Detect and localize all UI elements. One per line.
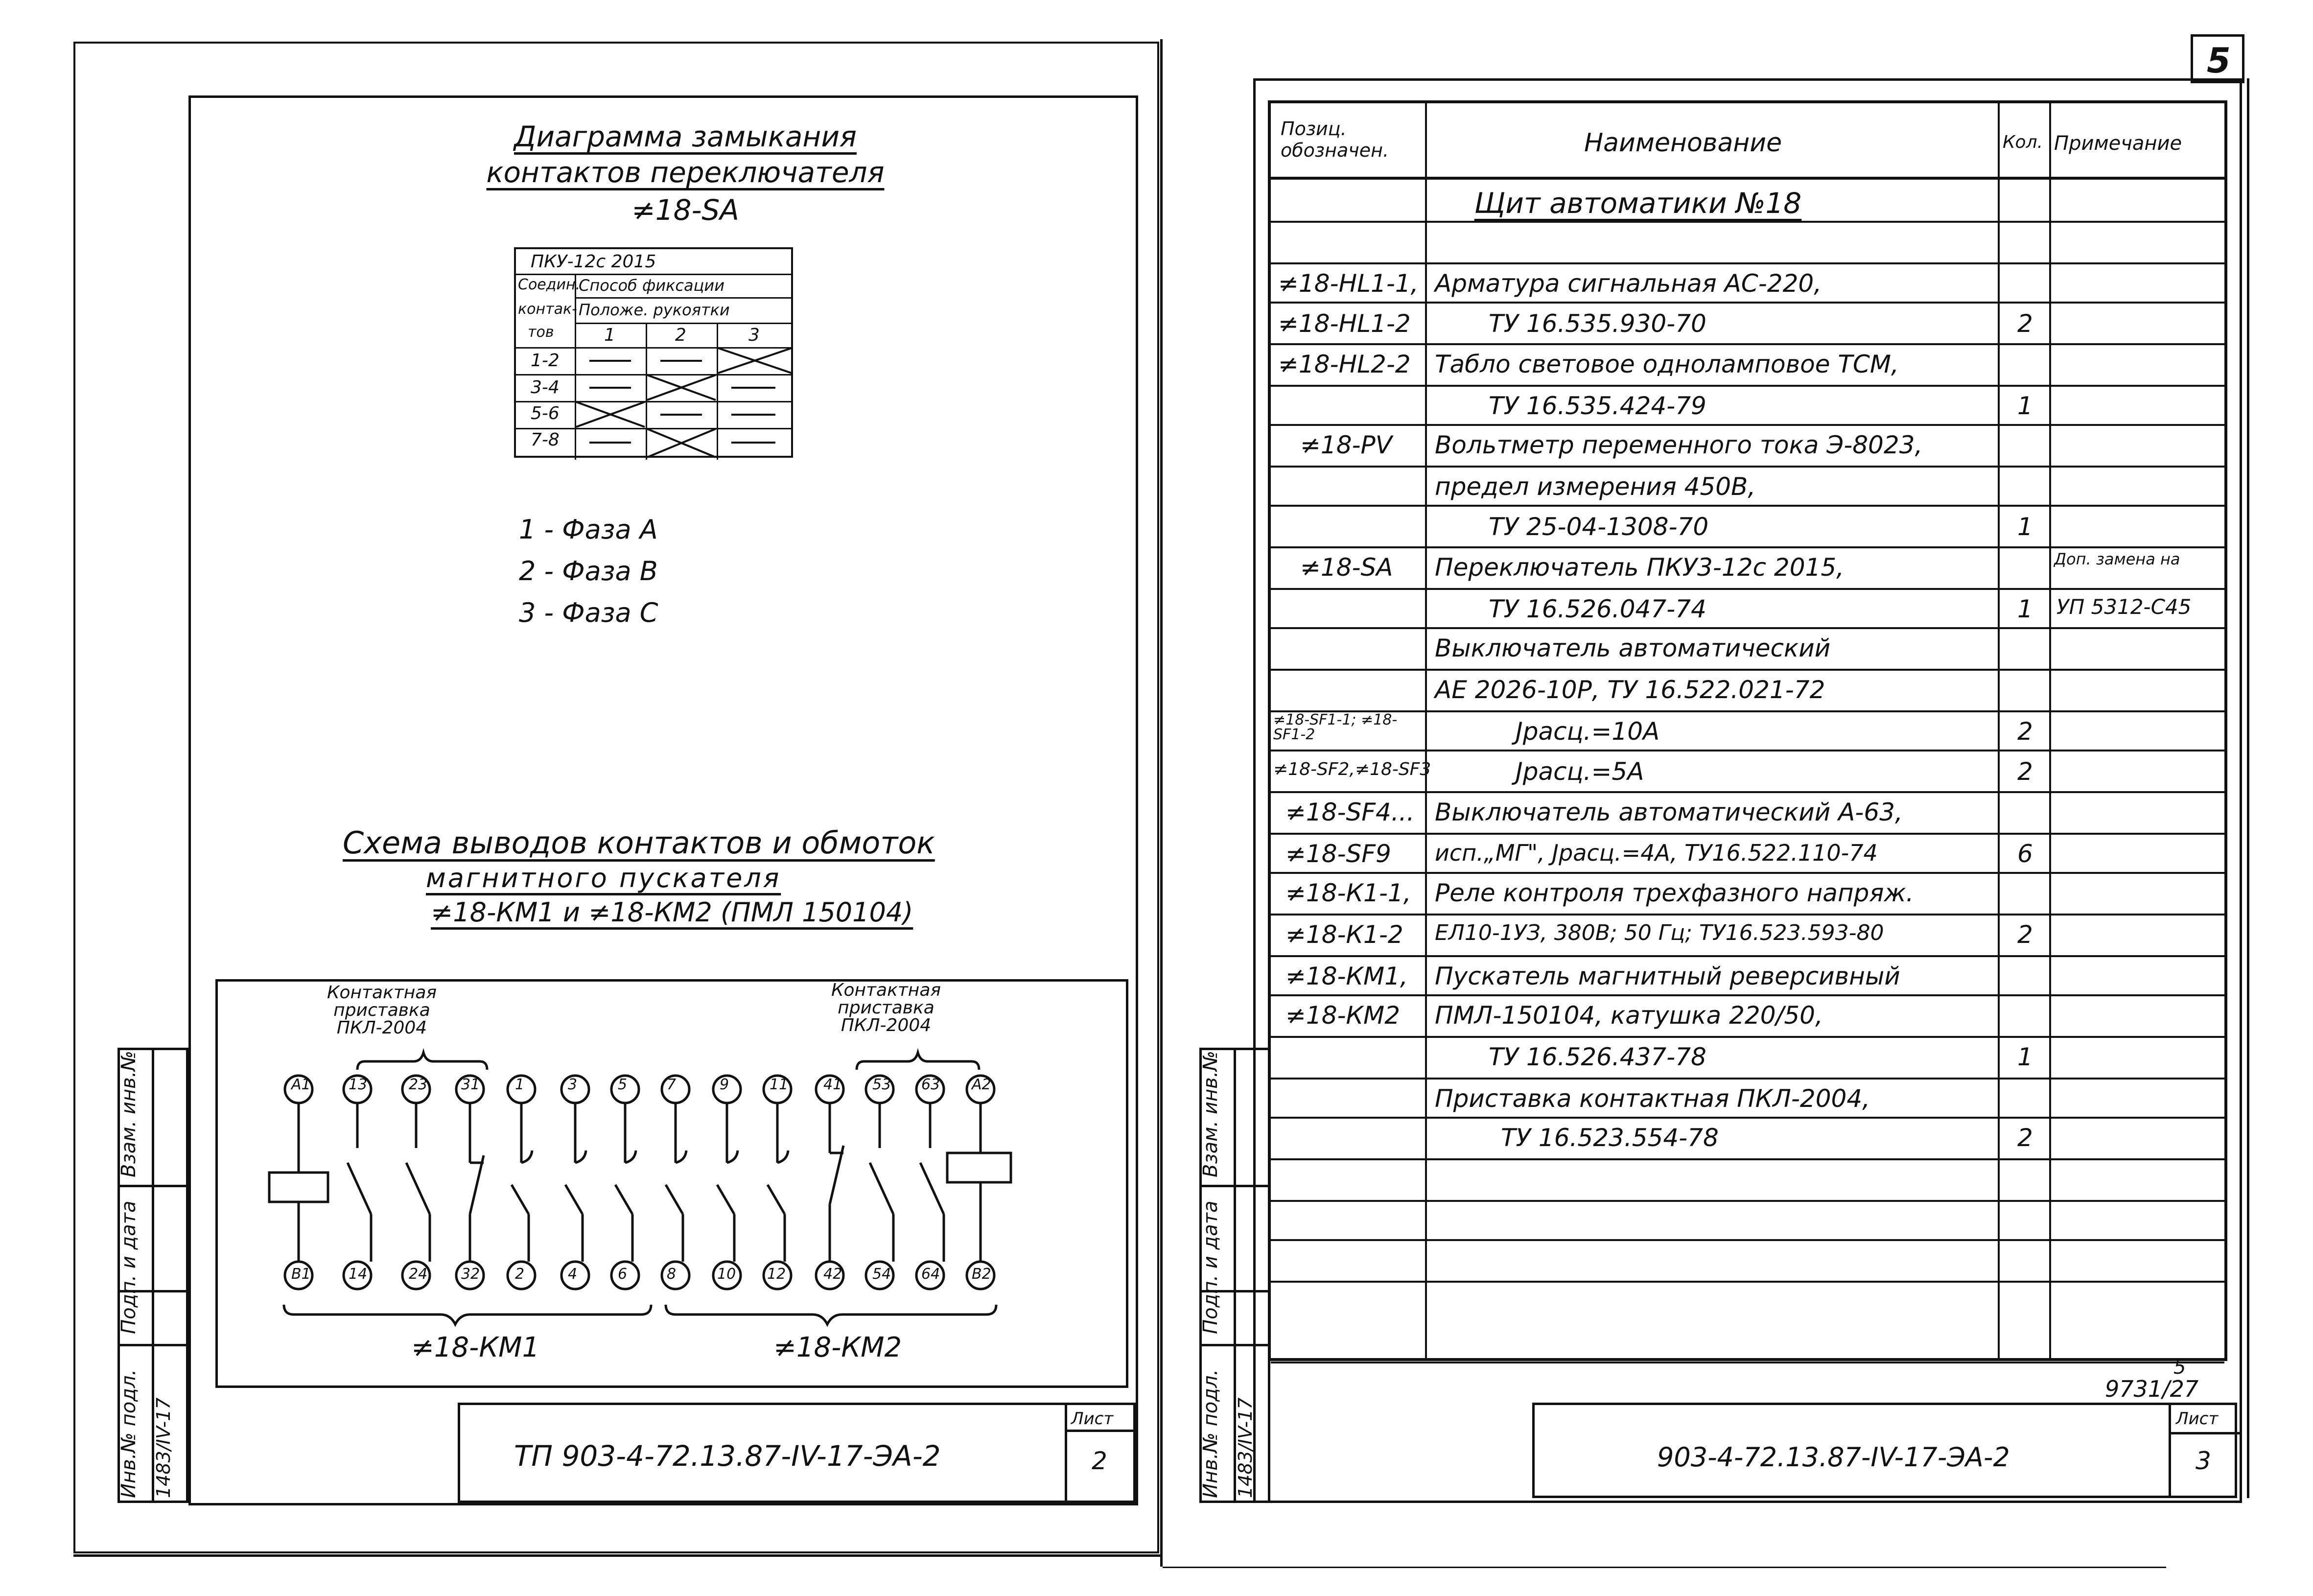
row-note: УП 5312-С45: [2056, 595, 2192, 619]
right-outer-edge: [2247, 78, 2249, 1498]
contactor-terminal-scheme: [215, 979, 1126, 1385]
side-label-swap-left: Взам. инв.№: [117, 1051, 140, 1177]
terminal-bottom: 12: [767, 1266, 786, 1283]
side-label-inv-left: Инв.№ подл.: [117, 1369, 140, 1498]
row-name: ТУ 25-04-1308-70: [1489, 513, 1709, 541]
row-pos: ≠18-КМ1,: [1285, 962, 1408, 990]
row-name: ТУ 16.526.437-78: [1489, 1043, 1706, 1071]
header-note: Примечание: [2054, 132, 2182, 155]
terminal-top: 3: [568, 1076, 578, 1093]
diagram-title-line1: Диаграмма замыкания: [514, 120, 857, 153]
archive-number: 9731/27: [2105, 1376, 2199, 1402]
row-name: Вольтметр переменного тока Э-8023,: [1435, 431, 1923, 459]
center-fold-line: [1160, 39, 1163, 1567]
row-note: Доп. замена на: [2054, 550, 2180, 568]
group-km1-label: ≠18-КМ1: [411, 1332, 540, 1363]
terminal-top: А2: [972, 1076, 991, 1093]
terminal-bottom: 24: [409, 1266, 428, 1283]
row-pos: ≠18-SF4...: [1285, 798, 1415, 826]
terminal-top: 53: [872, 1076, 891, 1093]
terminal-top: 5: [618, 1076, 628, 1093]
row-pos: ≠18-КМ2: [1285, 1001, 1401, 1030]
row-name: ПМЛ-150104, катушка 220/50,: [1435, 1001, 1823, 1030]
terminal-bottom: 42: [823, 1266, 842, 1283]
terminal-bottom: В2: [972, 1266, 991, 1283]
header-qty: Кол.: [2003, 132, 2043, 152]
row-name: Jрасц.=10А: [1516, 717, 1660, 746]
row-name: ТУ 16.526.047-74: [1489, 595, 1706, 623]
side-label-sign-right: Подп. и дата: [1199, 1200, 1222, 1334]
diagram-title-line2: контактов переключателя: [486, 156, 885, 189]
row-qty: 1: [2017, 392, 2033, 420]
row-name: Реле контроля трехфазного напряж.: [1435, 879, 1914, 907]
row-pos: ≠18-SF1-1; ≠18-SF1-2: [1273, 711, 1398, 743]
right-title-stamp: [1532, 1403, 2237, 1498]
side-label-inv-right: Инв.№ подл.: [1199, 1369, 1222, 1498]
row-name: Приставка контактная ПКЛ-2004,: [1435, 1084, 1870, 1113]
archive-top-number: 5: [2173, 1356, 2186, 1379]
row-name: исп.„МГ", Jрасц.=4А, ТУ16.522.110-74: [1435, 840, 1878, 866]
terminal-top: 1: [515, 1076, 525, 1093]
terminal-top: 23: [409, 1076, 428, 1093]
row-name: ЕЛ10-1УЗ, 380В; 50 Гц; ТУ16.523.593-80: [1435, 920, 1884, 945]
header-position: Позиц. обозначен.: [1281, 118, 1389, 161]
terminal-bottom: 8: [667, 1266, 677, 1283]
specification-table: [1268, 100, 2227, 1361]
left-title-stamp: [458, 1403, 1136, 1503]
row-name: ТУ 16.535.424-79: [1489, 392, 1706, 420]
phase-c: 3 - Фаза С: [519, 597, 658, 628]
scheme-title-line2: магнитного пускателя: [426, 863, 781, 893]
terminal-bottom: 54: [872, 1266, 891, 1283]
side-label-sign-left: Подп. и дата: [117, 1200, 140, 1334]
inv-number-left: 1483/IV-17: [153, 1397, 174, 1498]
row-name: Выключатель автоматический А-63,: [1435, 798, 1903, 826]
left-sheet-label: Лист: [1071, 1409, 1114, 1429]
row-pos: ≠18-К1-1,: [1285, 879, 1411, 907]
row-pos: ≠18-К1-2: [1285, 920, 1403, 949]
row-pos: ≠18-HL2-2: [1278, 350, 1411, 378]
right-sheet-label: Лист: [2176, 1409, 2219, 1429]
terminal-bottom: 2: [515, 1266, 525, 1283]
row-qty: 1: [2017, 513, 2033, 541]
left-sheet-number: 2: [1092, 1447, 1107, 1475]
row-pos: ≠18-PV: [1300, 431, 1392, 459]
row-name: АЕ 2026-10Р, ТУ 16.522.021-72: [1435, 676, 1825, 704]
phase-b: 2 - Фаза В: [519, 556, 658, 587]
attachment-label-right: Контактная приставка ПКЛ-2004: [831, 980, 941, 1035]
row-qty: 2: [2017, 717, 2033, 746]
row-name: Пускатель магнитный реверсивный: [1435, 962, 1900, 990]
terminal-top: 63: [921, 1076, 940, 1093]
row-qty: 1: [2017, 1043, 2033, 1071]
terminal-top: 31: [461, 1076, 480, 1093]
side-label-swap-right: Взам. инв.№: [1199, 1051, 1222, 1177]
terminal-top: 9: [720, 1076, 729, 1093]
terminal-bottom: В1: [291, 1266, 311, 1283]
terminal-bottom: 4: [568, 1266, 578, 1283]
terminal-top: 41: [823, 1076, 842, 1093]
terminal-bottom: 6: [618, 1266, 628, 1283]
terminal-bottom: 32: [461, 1266, 480, 1283]
right-bottom-edge: [1163, 1567, 2166, 1568]
switch-diagram-table: ПКУ-12с 2015 Соедин. контак- тов Способ фиксации Положе. рукоятки 1 2 3 1-2 3-4 5-6 7-8: [514, 247, 793, 458]
row-pos: ≠18-SA: [1300, 553, 1393, 582]
header-name: Наименование: [1584, 128, 1782, 158]
section-title: Щит автоматики №18: [1474, 187, 1802, 220]
page-number: 5: [2207, 41, 2231, 81]
right-stamp-code: 903-4-72.13.87-IV-17-ЭА-2: [1657, 1442, 2010, 1473]
row-pos: ≠18-HL1-1,: [1278, 269, 1419, 298]
scheme-title-line1: Схема выводов контактов и обмоток: [343, 825, 935, 861]
terminal-bottom: 14: [349, 1266, 368, 1283]
row-name: ТУ 16.523.554-78: [1501, 1124, 1719, 1152]
inv-number-right: 1483/IV-17: [1235, 1397, 1256, 1498]
attachment-label-left: Контактная приставка ПКЛ-2004: [327, 983, 437, 1038]
terminal-top: 11: [770, 1076, 789, 1093]
group-km2-label: ≠18-КМ2: [773, 1332, 902, 1363]
row-pos: ≠18-HL1-2: [1278, 309, 1411, 338]
row-pos: ≠18-SF2,≠18-SF3: [1273, 759, 1431, 779]
row-name: Табло световое одноламповое ТСМ,: [1435, 350, 1899, 378]
row-qty: 2: [2017, 920, 2033, 949]
row-qty: 1: [2017, 595, 2033, 623]
switch-model: ПКУ-12с 2015: [531, 252, 656, 272]
row-name: Переключатель ПКУ3-12с 2015,: [1435, 553, 1845, 582]
row-name: ТУ 16.535.930-70: [1489, 309, 1706, 338]
row-qty: 2: [2017, 309, 2033, 338]
row-name: Jрасц.=5А: [1516, 757, 1644, 786]
row-pos: ≠18-SF9: [1285, 840, 1391, 868]
left-stamp-code: ТП 903-4-72.13.87-IV-17-ЭА-2: [514, 1439, 941, 1473]
row-name: Выключатель автоматический: [1435, 634, 1831, 662]
phase-a: 1 - Фаза А: [519, 514, 658, 545]
left-bottom-edge: [73, 1554, 1160, 1557]
row-name: Арматура сигнальная АС-220,: [1435, 269, 1822, 298]
terminal-bottom: 64: [921, 1266, 940, 1283]
diagram-title-line3: ≠18-SA: [631, 193, 739, 227]
terminal-top: 13: [349, 1076, 368, 1093]
switch-table-marks: [516, 249, 795, 460]
terminal-top: А1: [291, 1076, 311, 1093]
terminal-top: 7: [667, 1076, 677, 1093]
terminal-bottom: 10: [717, 1266, 736, 1283]
row-qty: 6: [2017, 840, 2033, 868]
row-qty: 2: [2017, 757, 2033, 786]
right-sheet-number: 3: [2196, 1447, 2211, 1475]
page-number-box: [2191, 34, 2244, 83]
row-name: предел измерения 450В,: [1435, 472, 1756, 501]
scheme-title-line3: ≠18-КМ1 и ≠18-КМ2 (ПМЛ 150104): [431, 897, 913, 928]
row-qty: 2: [2017, 1124, 2033, 1152]
